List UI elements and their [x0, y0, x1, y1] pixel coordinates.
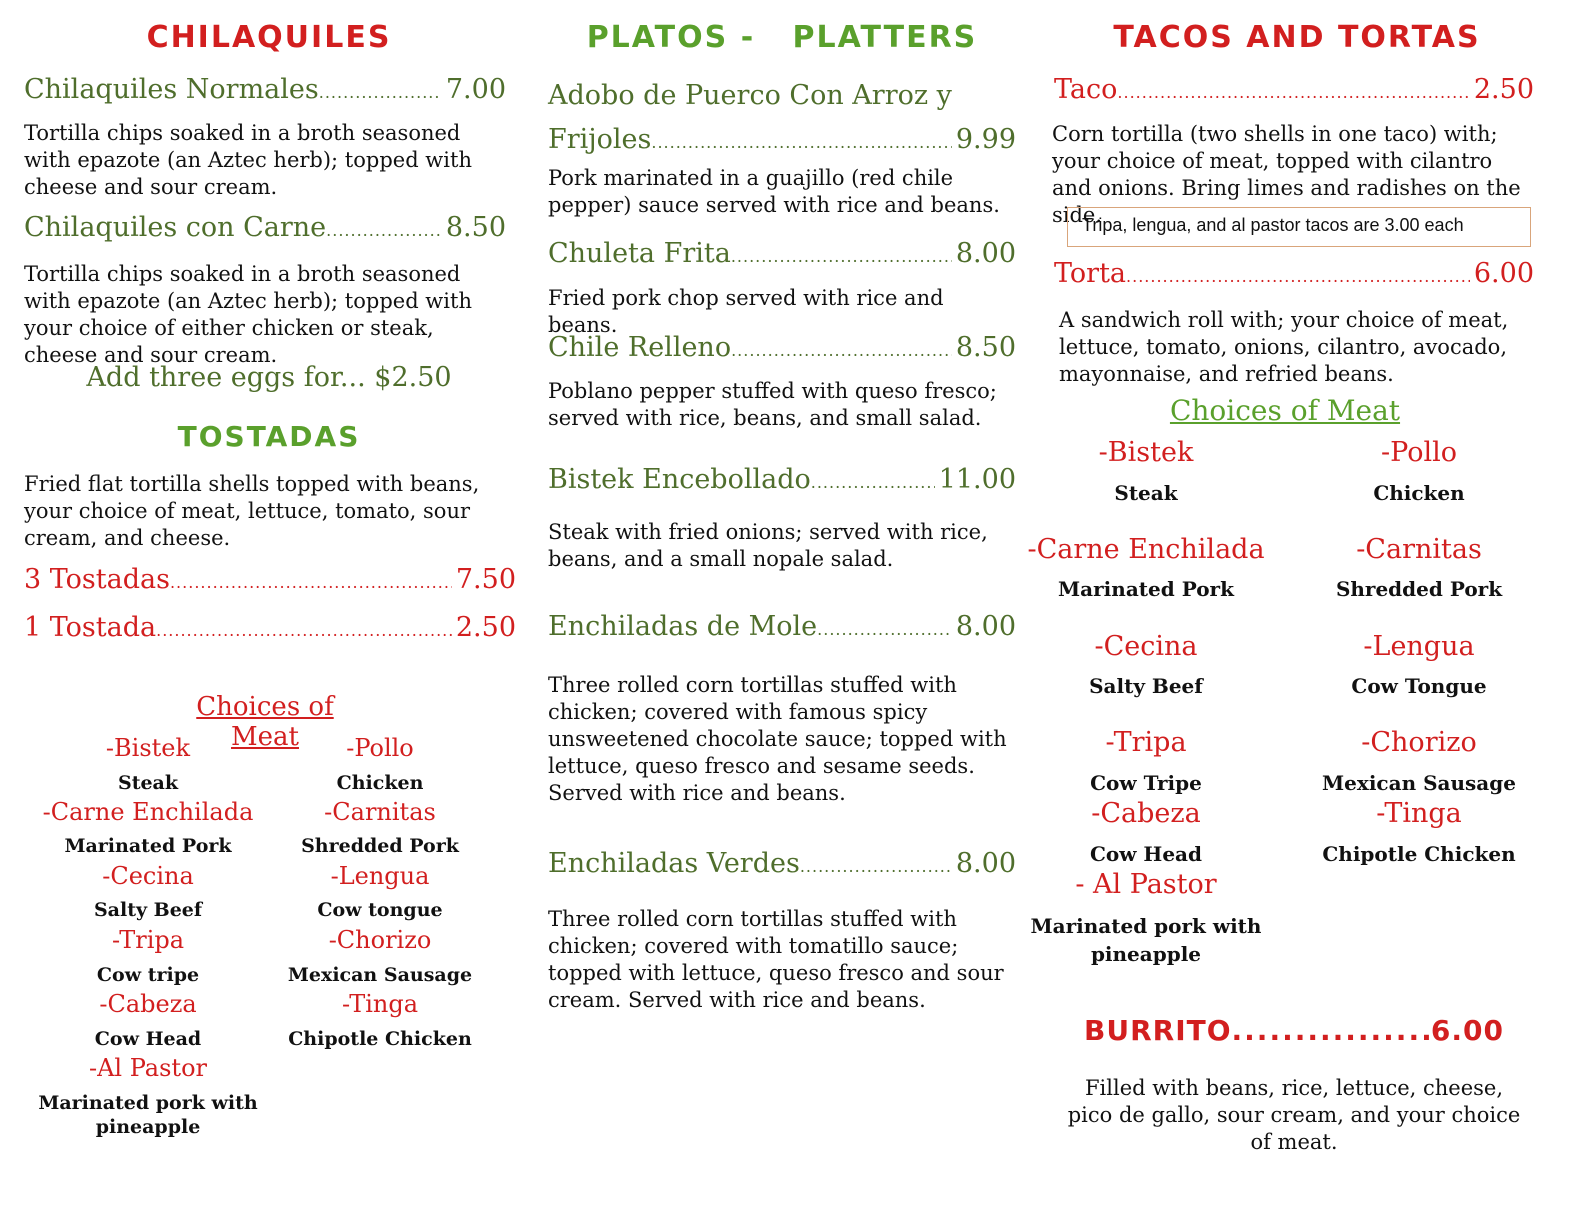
item-description: Corn tortilla (two shells in one taco) with; your choice of meat, topped with cilantro and onions. Bring limes and radishes on the side.	[1052, 122, 1521, 227]
item-price: 7.50	[455, 564, 516, 595]
meat-description: Shredded Pork	[301, 835, 459, 857]
meat-description: Marinated Pork	[1058, 577, 1234, 601]
item-description: Tortilla chips soaked in a broth seasoned with epazote (an Aztec herb); topped with cheese and sour cream.	[24, 121, 472, 199]
meat-name: -Lengua	[330, 862, 430, 890]
item-price: 8.50	[445, 212, 506, 243]
meat-description: Mexican Sausage	[287, 964, 473, 986]
tostadas-description: Fried flat tortilla shells topped with beans, your choice of meat, lettuce, tomato, sour cream, and cheese.	[24, 472, 480, 550]
meat-description: Steak	[117, 772, 179, 794]
meat-name: -Cabeza	[99, 990, 197, 1018]
item-price: 11.00	[938, 464, 1016, 495]
add-eggs-note: Add three eggs for... $2.50	[86, 362, 452, 393]
menu-item-enchiladas-verdes	[548, 848, 1016, 879]
item-name: Chile Relleno	[548, 332, 732, 363]
item-description: Steak with fried onions; served with rice, beans, and a small nopale salad.	[548, 520, 988, 571]
item-name: 3 Tostadas	[24, 564, 170, 595]
meat-name: -Pollo	[346, 734, 414, 762]
item-name: Chilaquiles Normales	[24, 74, 319, 105]
item-price: 2.50	[1473, 74, 1534, 105]
item-price: 9.99	[955, 124, 1016, 155]
menu-item-chuleta-frita	[548, 238, 1016, 269]
meat-name: -Carne Enchilada	[42, 798, 254, 826]
item-name: Chuleta Frita	[548, 238, 731, 269]
item-description: Poblano pepper stuffed with queso fresco; served with rice, beans, and small salad.	[548, 379, 997, 430]
item-price: 7.00	[445, 74, 506, 105]
meat-name: -Cecina	[102, 862, 194, 890]
item-description: A sandwich roll with; your choice of meat, lettuce, tomato, onions, cilantro, avocado, mayonnaise, and refried beans.	[1059, 308, 1509, 386]
item-name: Taco	[1054, 74, 1118, 105]
meat-name: -Chorizo	[1361, 727, 1477, 758]
meat-name: -Pollo	[1381, 437, 1457, 468]
meat-name: -Carnitas	[1356, 534, 1482, 565]
item-name: Torta	[1054, 258, 1127, 289]
tacos-meat-title: Choices of Meat	[1169, 394, 1401, 427]
meat-name: -Carnitas	[324, 798, 436, 826]
tostadas-meat-title: Choices of Meat	[196, 692, 334, 752]
meat-description: Shredded Pork	[1335, 577, 1503, 601]
item-price: 8.00	[955, 848, 1016, 879]
menu-item-1-tostada	[24, 612, 516, 643]
item-name-line1: Adobo de Puerco Con Arroz y	[548, 80, 952, 111]
meat-description: Cow Tripe	[1090, 771, 1202, 795]
menu-item-taco	[1054, 74, 1534, 105]
meat-description: Mexican Sausage	[1322, 771, 1516, 795]
item-price: 8.50	[955, 332, 1016, 363]
meat-name: -Bistek	[105, 734, 191, 762]
meat-name: -Bistek	[1098, 437, 1194, 468]
meat-description: Chicken	[336, 772, 424, 794]
item-price: 2.50	[455, 612, 516, 643]
menu-item-chile-relleno	[548, 332, 1016, 363]
meat-description: Chipotle Chicken	[1322, 842, 1516, 866]
item-name: Chilaquiles con Carne	[24, 212, 327, 243]
meat-name: - Al Pastor	[1075, 869, 1217, 900]
menu-item-enchiladas-de-mole	[548, 611, 1016, 642]
item-price: 6.00	[1473, 258, 1534, 289]
item-description: Fried pork chop served with rice and beans.	[548, 286, 944, 337]
meat-name: -Tinga	[1376, 798, 1462, 829]
item-name: Frijoles	[548, 124, 652, 155]
meat-name: -Cecina	[1094, 631, 1198, 662]
item-name: 1 Tostada	[24, 612, 157, 643]
item-description: Tortilla chips soaked in a broth seasoned with epazote (an Aztec herb); topped with your choice of either chicken or steak, cheese and sour cream.	[24, 262, 472, 367]
item-description: Three rolled corn tortillas stuffed with chicken; covered with famous spicy unsweetened chocolate sauce; topped with lettuce, queso fresco and sesame seeds. Served with rice and beans.	[548, 673, 1007, 805]
meat-name: -Tinga	[341, 990, 419, 1018]
item-price: 6.00	[1430, 1014, 1504, 1047]
item-name: Enchiladas de Mole	[548, 611, 818, 642]
meat-description: Steak	[1114, 481, 1178, 505]
meat-description: Cow Head	[94, 1028, 202, 1050]
item-name: Enchiladas Verdes	[548, 848, 800, 879]
menu-item-burrito	[1084, 1014, 1504, 1047]
menu-item-adobo-de-puerco	[548, 124, 1016, 155]
tacos-tortas-title: TACOS AND TORTAS	[1113, 20, 1481, 55]
taco-price-note: Tripa, lengua, and al pastor tacos are 3.00 each	[1067, 207, 1531, 247]
item-description: Pork marinated in a guajillo (red chile pepper) sauce served with rice and beans.	[548, 166, 1000, 217]
meat-description: Salty Beef	[93, 899, 203, 921]
menu-item-torta	[1054, 258, 1534, 289]
meat-name: -Cabeza	[1091, 798, 1201, 829]
meat-description: Cow Tongue	[1351, 674, 1487, 698]
meat-description: Chicken	[1373, 481, 1465, 505]
menu-item-bistek-encebollado	[548, 464, 1016, 495]
burrito-description: Filled with beans, rice, lettuce, cheese, pico de gallo, sour cream, and your choice of meat.	[1067, 1076, 1521, 1154]
meat-description: Marinated pork with pineapple	[38, 1092, 258, 1138]
chilaquiles-title: CHILAQUILES	[146, 20, 392, 55]
item-price: 8.00	[955, 611, 1016, 642]
meat-description: Marinated pork with pineapple	[1030, 914, 1262, 966]
item-name: BURRITO	[1084, 1014, 1232, 1047]
meat-name: -Lengua	[1363, 631, 1475, 662]
meat-name: -Tripa	[1105, 727, 1187, 758]
menu-item-3-tostadas	[24, 564, 516, 595]
meat-name: -Al Pastor	[88, 1054, 207, 1082]
item-description: Three rolled corn tortillas stuffed with chicken; covered with tomatillo sauce; topped with lettuce, queso fresco and sour cream. Served with rice and beans.	[548, 907, 1004, 1012]
meat-description: Chipotle Chicken	[288, 1028, 472, 1050]
meat-description: Cow tongue	[317, 899, 443, 921]
item-name: Bistek Encebollado	[548, 464, 811, 495]
meat-description: Salty Beef	[1089, 674, 1203, 698]
platos-title: PLATOS - PLATTERS	[586, 20, 978, 55]
meat-description: Cow Head	[1089, 842, 1202, 866]
menu-item-chilaquiles-normales	[24, 74, 506, 105]
menu-item-chilaquiles-con-carne	[24, 212, 506, 243]
meat-description: Cow tripe	[96, 964, 200, 986]
meat-name: -Carne Enchilada	[1027, 534, 1265, 565]
meat-name: -Chorizo	[328, 926, 432, 954]
item-price: 8.00	[955, 238, 1016, 269]
meat-name: -Tripa	[111, 926, 185, 954]
tostadas-title: TOSTADAS	[177, 420, 361, 453]
meat-description: Marinated Pork	[64, 835, 232, 857]
